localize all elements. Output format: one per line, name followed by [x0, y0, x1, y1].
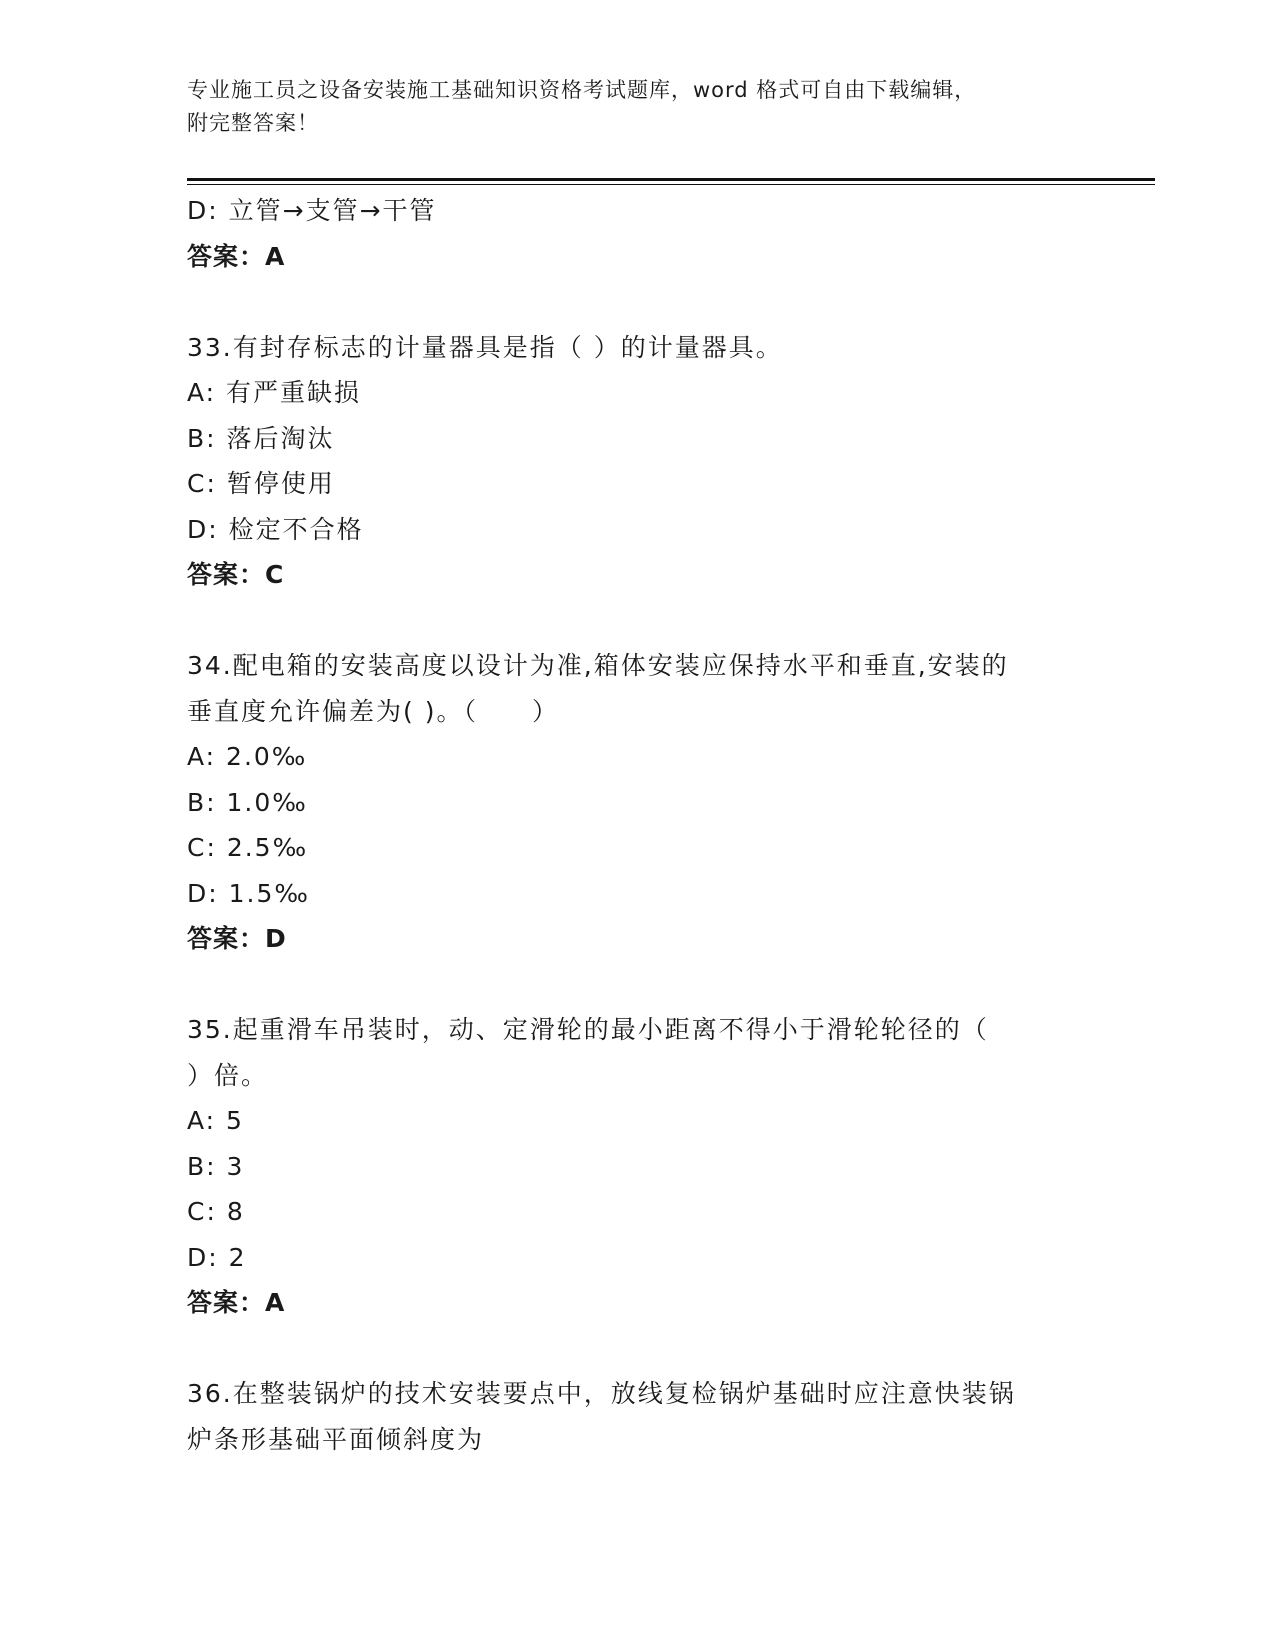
question-stem-line-2: 垂直度允许偏差为( )。（ ）	[187, 696, 559, 726]
answer-label: 答案：A	[187, 1288, 286, 1317]
option-d: D: 检定不合格	[187, 514, 364, 544]
answer-label: 答案：A	[187, 241, 286, 271]
option-d: D: 2	[187, 1242, 247, 1272]
header-divider	[187, 178, 1155, 185]
question-stem-line-2: ）倍。	[187, 1060, 269, 1090]
option-a: A: 有严重缺损	[187, 378, 362, 407]
answer-label: 答案：D	[187, 924, 287, 953]
question-stem-line-1: 36.在整装锅炉的技术安装要点中，放线复检锅炉基础时应注意快装锅	[187, 1379, 1016, 1408]
option-a: A: 2.0‰	[187, 742, 308, 771]
option-d: D: 1.5‰	[187, 878, 310, 908]
header-title-line-2: 附完整答案！	[187, 111, 319, 135]
option-b: B: 3	[187, 1151, 245, 1181]
document-header	[187, 74, 1067, 140]
question-32-tail	[187, 188, 1087, 279]
question-stem: 33.有封存标志的计量器具是指（ ）的计量器具。	[187, 332, 783, 362]
question-35	[187, 1007, 1087, 1326]
question-stem-line-2: 炉条形基础平面倾斜度为	[187, 1424, 485, 1454]
answer-label: 答案：C	[187, 560, 285, 589]
question-list	[187, 188, 1087, 1462]
option-b: B: 落后淘汰	[187, 423, 335, 453]
question-33	[187, 325, 1087, 598]
question-36	[187, 1371, 1087, 1462]
question-stem-line-1: 34.配电箱的安装高度以设计为准,箱体安装应保持水平和垂直,安装的	[187, 651, 1009, 680]
option-d: D: 立管→支管→干管	[187, 196, 437, 225]
header-title-line-1: 专业施工员之设备安装施工基础知识资格考试题库，word 格式可自由下载编辑，	[187, 78, 977, 102]
option-c: C: 8	[187, 1197, 245, 1226]
option-c: C: 暂停使用	[187, 469, 335, 498]
option-b: B: 1.0‰	[187, 787, 308, 817]
question-stem-line-1: 35.起重滑车吊装时，动、定滑轮的最小距离不得小于滑轮轮径的（	[187, 1015, 989, 1044]
question-34	[187, 643, 1087, 962]
option-a: A: 5	[187, 1106, 244, 1135]
option-c: C: 2.5‰	[187, 833, 309, 862]
